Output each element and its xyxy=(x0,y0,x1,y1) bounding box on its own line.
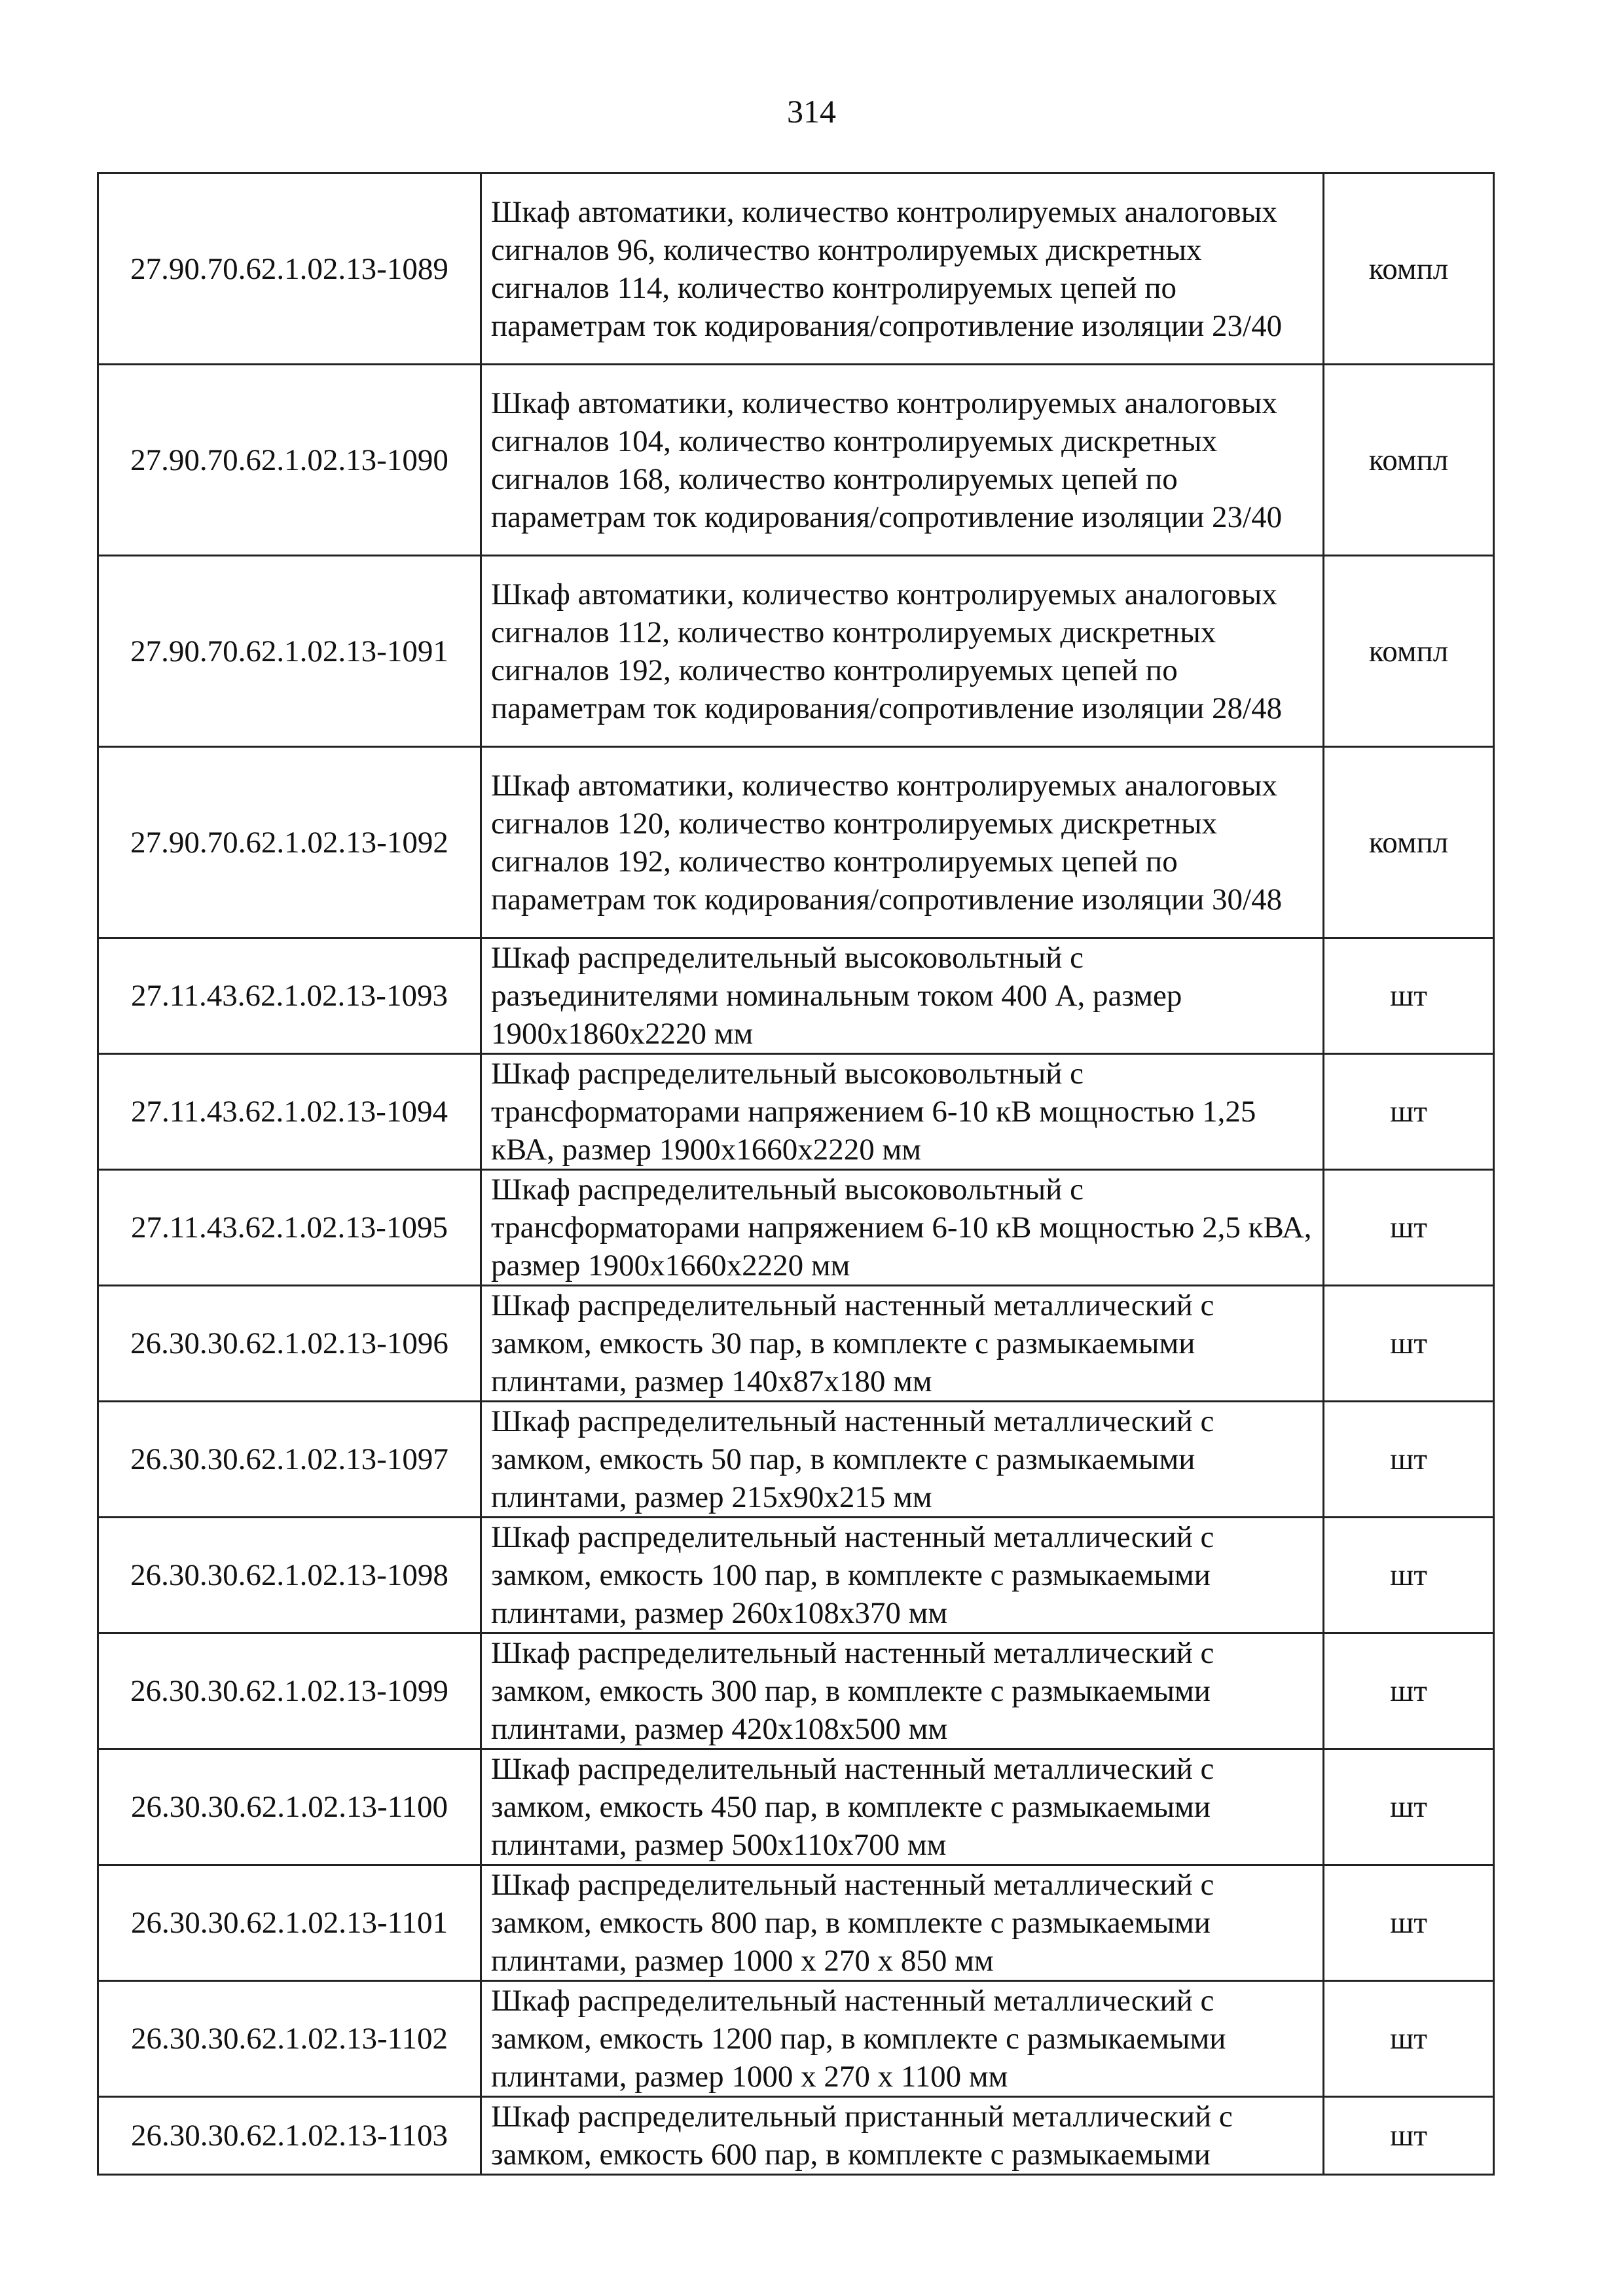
resource-code: 27.11.43.62.1.02.13-1094 xyxy=(98,1054,481,1170)
resource-description: Шкаф распределительный настенный металлический с замком, емкость 30 пар, в комплекте с размыкаемыми плинтами, размер 140х87х180 мм xyxy=(481,1286,1324,1402)
resource-code: 26.30.30.62.1.02.13-1101 xyxy=(98,1865,481,1981)
resource-description: Шкаф автоматики, количество контролируемых аналоговых сигналов 120, количество контролируемых дискретных сигналов 192, количество контролируемых цепей по параметрам ток кодирования/сопротивление изоляции 30/48 xyxy=(481,747,1324,938)
resource-code: 26.30.30.62.1.02.13-1097 xyxy=(98,1402,481,1518)
table-row xyxy=(98,1518,1494,1633)
measurement-unit: шт xyxy=(1324,2097,1494,2175)
measurement-unit: шт xyxy=(1324,1170,1494,1286)
resource-description: Шкаф распределительный настенный металлический с замком, емкость 100 пар, в комплекте с размыкаемыми плинтами, размер 260х108х370 мм xyxy=(481,1518,1324,1633)
resource-table xyxy=(97,172,1495,2176)
measurement-unit: компл xyxy=(1324,556,1494,747)
measurement-unit: шт xyxy=(1324,1749,1494,1865)
resource-code: 27.90.70.62.1.02.13-1090 xyxy=(98,365,481,556)
resource-description: Шкаф автоматики, количество контролируемых аналоговых сигналов 104, количество контролируемых дискретных сигналов 168, количество контролируемых цепей по параметрам ток кодирования/сопротивление изоляции 23/40 xyxy=(481,365,1324,556)
resource-code: 26.30.30.62.1.02.13-1102 xyxy=(98,1981,481,2097)
resource-code: 27.90.70.62.1.02.13-1091 xyxy=(98,556,481,747)
resource-code: 26.30.30.62.1.02.13-1096 xyxy=(98,1286,481,1402)
table-row xyxy=(98,173,1494,365)
page-number: 314 xyxy=(787,93,836,130)
measurement-unit: шт xyxy=(1324,1402,1494,1518)
resource-code: 27.90.70.62.1.02.13-1092 xyxy=(98,747,481,938)
resource-code: 27.90.70.62.1.02.13-1089 xyxy=(98,173,481,365)
table-row xyxy=(98,1054,1494,1170)
table-row xyxy=(98,1981,1494,2097)
table-row xyxy=(98,1865,1494,1981)
resource-description: Шкаф распределительный высоковольтный с трансформаторами напряжением 6-10 кВ мощностью 1,25 кВА, размер 1900х1660х2220 мм xyxy=(481,1054,1324,1170)
resource-code: 27.11.43.62.1.02.13-1093 xyxy=(98,938,481,1054)
table-row xyxy=(98,365,1494,556)
resource-description: Шкаф распределительный настенный металлический с замком, емкость 50 пар, в комплекте с размыкаемыми плинтами, размер 215х90х215 мм xyxy=(481,1402,1324,1518)
resource-description: Шкаф автоматики, количество контролируемых аналоговых сигналов 96, количество контролируемых дискретных сигналов 114, количество контролируемых цепей по параметрам ток кодирования/сопротивление изоляции 23/40 xyxy=(481,173,1324,365)
resource-code: 26.30.30.62.1.02.13-1100 xyxy=(98,1749,481,1865)
measurement-unit: шт xyxy=(1324,1286,1494,1402)
resource-description: Шкаф распределительный высоковольтный с разъединителями номинальным током 400 А, размер 1900х1860х2220 мм xyxy=(481,938,1324,1054)
resource-description: Шкаф распределительный пристанный металлический с замком, емкость 600 пар, в комплекте с размыкаемыми xyxy=(481,2097,1324,2175)
measurement-unit: шт xyxy=(1324,1981,1494,2097)
resource-code: 26.30.30.62.1.02.13-1099 xyxy=(98,1633,481,1749)
measurement-unit: компл xyxy=(1324,365,1494,556)
resource-description: Шкаф распределительный настенный металлический с замком, емкость 1200 пар, в комплекте с размыкаемыми плинтами, размер 1000 х 270 х 1100 мм xyxy=(481,1981,1324,2097)
table-row xyxy=(98,938,1494,1054)
measurement-unit: шт xyxy=(1324,1518,1494,1633)
measurement-unit: шт xyxy=(1324,1865,1494,1981)
measurement-unit: шт xyxy=(1324,938,1494,1054)
resource-description: Шкаф распределительный настенный металлический с замком, емкость 800 пар, в комплекте с размыкаемыми плинтами, размер 1000 х 270 х 850 мм xyxy=(481,1865,1324,1981)
table-row xyxy=(98,1286,1494,1402)
resource-description: Шкаф распределительный высоковольтный с трансформаторами напряжением 6-10 кВ мощностью 2,5 кВА, размер 1900х1660х2220 мм xyxy=(481,1170,1324,1286)
resource-code: 26.30.30.62.1.02.13-1103 xyxy=(98,2097,481,2175)
resource-description: Шкаф автоматики, количество контролируемых аналоговых сигналов 112, количество контролируемых дискретных сигналов 192, количество контролируемых цепей по параметрам ток кодирования/сопротивление изоляции 28/48 xyxy=(481,556,1324,747)
resource-code: 26.30.30.62.1.02.13-1098 xyxy=(98,1518,481,1633)
resource-code: 27.11.43.62.1.02.13-1095 xyxy=(98,1170,481,1286)
measurement-unit: компл xyxy=(1324,173,1494,365)
resource-description: Шкаф распределительный настенный металлический с замком, емкость 450 пар, в комплекте с размыкаемыми плинтами, размер 500х110х700 мм xyxy=(481,1749,1324,1865)
table-row xyxy=(98,747,1494,938)
table-row xyxy=(98,1402,1494,1518)
table-row xyxy=(98,1749,1494,1865)
table-row xyxy=(98,1633,1494,1749)
measurement-unit: компл xyxy=(1324,747,1494,938)
measurement-unit: шт xyxy=(1324,1633,1494,1749)
table-row xyxy=(98,556,1494,747)
table-row xyxy=(98,1170,1494,1286)
table-row xyxy=(98,2097,1494,2175)
resource-description: Шкаф распределительный настенный металлический с замком, емкость 300 пар, в комплекте с размыкаемыми плинтами, размер 420х108х500 мм xyxy=(481,1633,1324,1749)
measurement-unit: шт xyxy=(1324,1054,1494,1170)
